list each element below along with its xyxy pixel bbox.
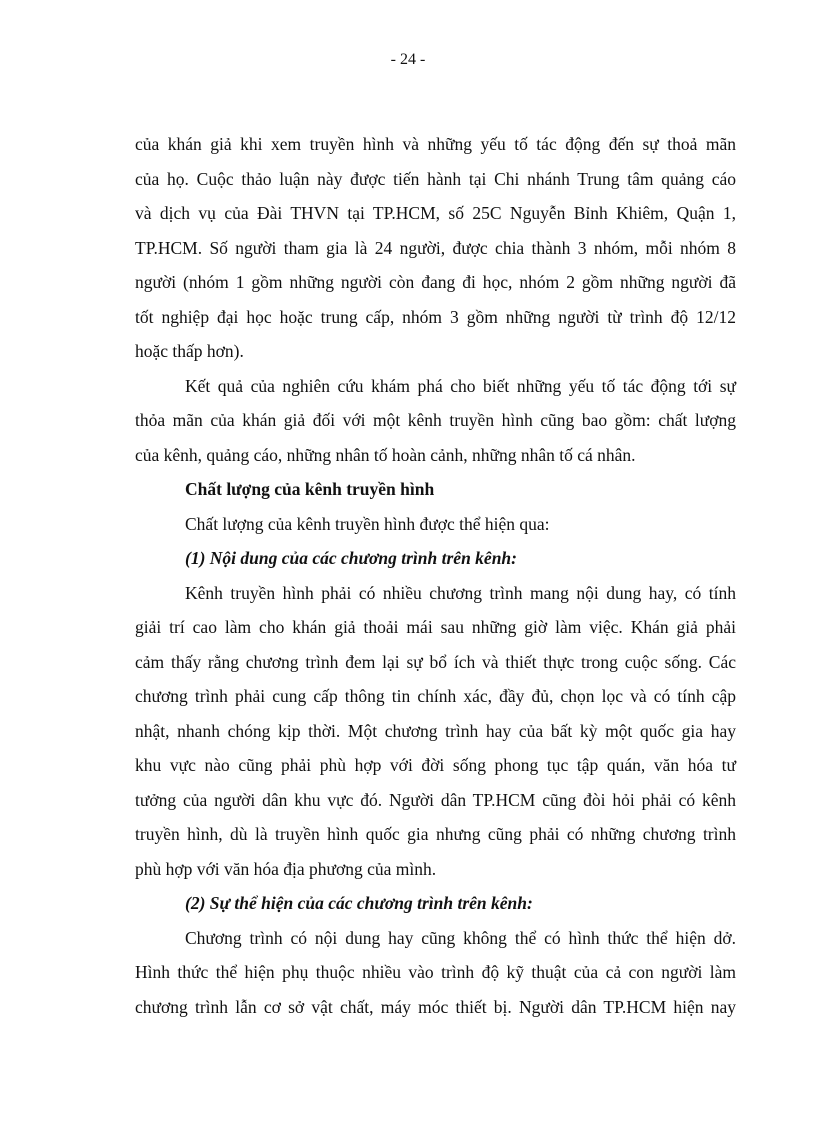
text-line: khu vực nào cũng phải phù hợp với đời sống phong tục tập quán, văn hóa tư xyxy=(135,755,736,775)
text-line: và dịch vụ của Đài THVN tại TP.HCM, số 25C Nguyễn Bỉnh Khiêm, Quận 1, xyxy=(135,203,736,223)
text-line: thỏa mãn của khán giả đối với một kênh truyền hình cũng bao gồm: chất lượng xyxy=(135,410,736,430)
text-line: chương trình phải cung cấp thông tin chính xác, đầy đủ, chọn lọc và có tính cập xyxy=(135,686,736,706)
text-line: của khán giả khi xem truyền hình và những yếu tố tác động đến sự thoả mãn xyxy=(135,134,736,154)
text-line: của họ. Cuộc thảo luận này được tiến hành tại Chi nhánh Trung tâm quảng cáo xyxy=(135,168,736,189)
text-line: nhật, nhanh chóng kịp thời. Một chương trình hay của bất kỳ một quốc gia hay xyxy=(135,720,736,741)
text-line: giải trí cao làm cho khán giả thoải mái sau những giờ làm việc. Khán giả phải xyxy=(135,617,736,637)
section-heading: Chất lượng của kênh truyền hình xyxy=(185,479,435,499)
text-line: hoặc thấp hơn). xyxy=(135,341,244,361)
text-line: chương trình lẫn cơ sở vật chất, máy móc thiết bị. Người dân TP.HCM hiện nay xyxy=(135,996,736,1017)
subsection-heading: (1) Nội dung của các chương trình trên kênh: xyxy=(185,548,517,568)
text-line: tốt nghiệp đại học hoặc trung cấp, nhóm 3 gồm những người từ trình độ 12/12 xyxy=(135,306,736,327)
text-line: người (nhóm 1 gồm những người còn đang đi học, nhóm 2 gồm những người đã xyxy=(135,272,736,292)
page-number: - 24 - xyxy=(390,51,426,68)
text-line: Kênh truyền hình phải có nhiều chương trình mang nội dung hay, có tính xyxy=(185,582,736,603)
text-line: TP.HCM. Số người tham gia là 24 người, được chia thành 3 nhóm, mỗi nhóm 8 xyxy=(135,237,736,258)
text-line: Kết quả của nghiên cứu khám phá cho biết những yếu tố tác động tới sự xyxy=(185,375,736,396)
text-line: truyền hình, dù là truyền hình quốc gia nhưng cũng phải có những chương trình xyxy=(135,824,736,844)
text-line: Chất lượng của kênh truyền hình được thể hiện qua: xyxy=(185,513,550,534)
text-line: phù hợp với văn hóa địa phương của mình. xyxy=(135,858,437,879)
subsection-heading: (2) Sự thể hiện của các chương trình trên kênh: xyxy=(185,893,533,913)
text-line: tưởng của người dân khu vực đó. Người dân TP.HCM cũng đòi hỏi phải có kênh xyxy=(135,789,736,810)
text-line: cảm thấy rằng chương trình đem lại sự bổ ích và thiết thực trong cuộc sống. Các xyxy=(135,651,736,672)
body-text xyxy=(135,127,736,1024)
text-line: của kênh, quảng cáo, những nhân tố hoàn cảnh, những nhân tố cá nhân. xyxy=(135,444,636,465)
text-line: Hình thức thể hiện phụ thuộc nhiều vào trình độ kỹ thuật của cả con người làm xyxy=(135,962,736,982)
text-line: Chương trình có nội dung hay cũng không thể có hình thức thể hiện dở. xyxy=(185,927,736,948)
